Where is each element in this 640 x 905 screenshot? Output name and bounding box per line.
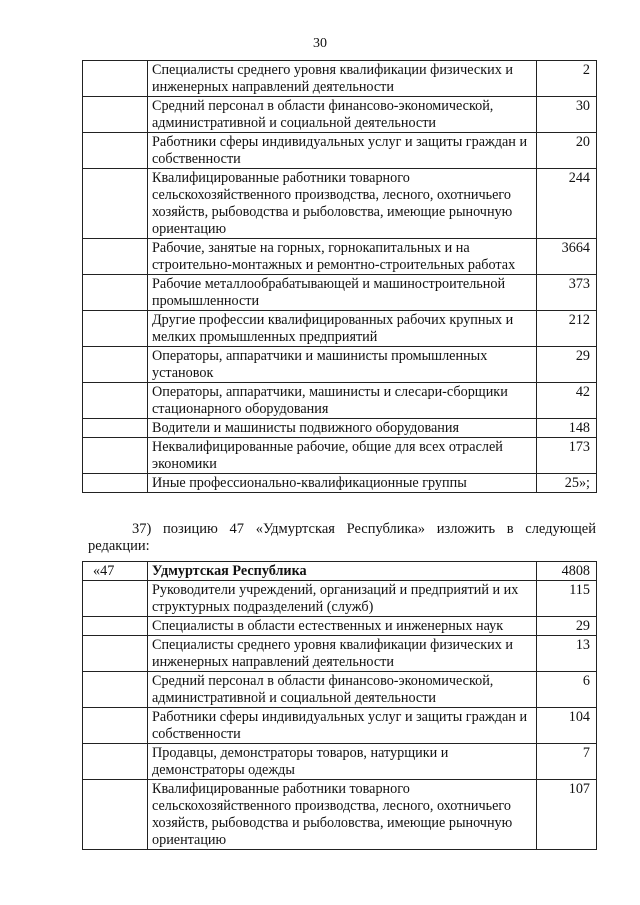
count-cell: 13 (537, 636, 597, 672)
code-cell (83, 581, 148, 617)
count-cell: 173 (537, 438, 597, 474)
table-row (83, 239, 597, 275)
occupation-cell: Квалифицированные работники товарного сельскохозяйственного производства, лесного, охотничьего хозяйств, рыбоводства и рыболовства, имеющие рыночную ориентацию (148, 169, 537, 239)
table-row (83, 474, 597, 493)
table-row (83, 347, 597, 383)
occupation-cell: Операторы, аппаратчики и машинисты промышленных установок (148, 347, 537, 383)
table-row (83, 672, 597, 708)
table-row (83, 169, 597, 239)
table-row (83, 61, 597, 97)
code-cell (83, 275, 148, 311)
occupation-cell: Неквалифицированные рабочие, общие для всех отраслей экономики (148, 438, 537, 474)
code-cell (83, 311, 148, 347)
occupation-cell: Руководители учреждений, организаций и предприятий и их структурных подразделений (служб) (148, 581, 537, 617)
code-cell (83, 97, 148, 133)
count-cell: 148 (537, 419, 597, 438)
occupation-cell: Продавцы, демонстраторы товаров, натурщики и демонстраторы одежды (148, 744, 537, 780)
occupation-cell: Квалифицированные работники товарного сельскохозяйственного производства, лесного, охотничьего хозяйств, рыбоводства и рыболовства, имеющие рыночную ориентацию (148, 780, 537, 850)
table-row (83, 636, 597, 672)
occupation-cell: Водители и машинисты подвижного оборудования (148, 419, 537, 438)
table-body (83, 581, 597, 850)
region-header-row (83, 562, 597, 581)
code-cell (83, 708, 148, 744)
occupation-cell: Работники сферы индивидуальных услуг и защиты граждан и собственности (148, 708, 537, 744)
count-cell: 30 (537, 97, 597, 133)
code-cell (83, 347, 148, 383)
region-name-cell: Удмуртская Республика (148, 562, 537, 581)
occupation-cell: Рабочие металлообрабатывающей и машиностроительной промышленности (148, 275, 537, 311)
occupation-cell: Специалисты среднего уровня квалификации физических и инженерных направлений деятельности (148, 61, 537, 97)
code-cell (83, 419, 148, 438)
occupation-cell: Специалисты в области естественных и инженерных наук (148, 617, 537, 636)
table-row (83, 133, 597, 169)
table-row (83, 744, 597, 780)
code-cell (83, 474, 148, 493)
instruction-text: 37) позицию 47 «Удмуртская Республика» изложить в следующей редакции: (88, 521, 596, 554)
table-row (83, 581, 597, 617)
occupation-cell: Рабочие, занятые на горных, горнокапитальных и на строительно-монтажных и ремонтно-строительных работах (148, 239, 537, 275)
count-cell: 25»; (537, 474, 597, 493)
table-body (83, 61, 597, 493)
region-total-cell: 4808 (537, 562, 597, 581)
code-cell (83, 169, 148, 239)
table-row (83, 383, 597, 419)
count-cell: 115 (537, 581, 597, 617)
occupation-cell: Работники сферы индивидуальных услуг и защиты граждан и собственности (148, 133, 537, 169)
occupation-cell: Специалисты среднего уровня квалификации физических и инженерных направлений деятельности (148, 636, 537, 672)
count-cell: 244 (537, 169, 597, 239)
table-row (83, 97, 597, 133)
count-cell: 3664 (537, 239, 597, 275)
count-cell: 29 (537, 617, 597, 636)
count-cell: 29 (537, 347, 597, 383)
code-cell (83, 438, 148, 474)
table-row (83, 780, 597, 850)
page-number: 30 (313, 36, 327, 51)
table-row (83, 419, 597, 438)
count-cell: 7 (537, 744, 597, 780)
count-cell: 107 (537, 780, 597, 850)
code-cell (83, 780, 148, 850)
occupation-cell: Операторы, аппаратчики, машинисты и слесари-сборщики стационарного оборудования (148, 383, 537, 419)
code-cell (83, 672, 148, 708)
code-cell (83, 636, 148, 672)
code-cell (83, 383, 148, 419)
table-row (83, 708, 597, 744)
occupation-cell: Другие профессии квалифицированных рабочих крупных и мелких промышленных предприятий (148, 311, 537, 347)
count-cell: 42 (537, 383, 597, 419)
occupation-cell: Средний персонал в области финансово-экономической, административной и социальной деятельности (148, 97, 537, 133)
region-code-cell: «47 (83, 562, 148, 581)
count-cell: 104 (537, 708, 597, 744)
count-cell: 20 (537, 133, 597, 169)
occupation-table-continued (82, 60, 597, 493)
count-cell: 212 (537, 311, 597, 347)
code-cell (83, 239, 148, 275)
table-row (83, 311, 597, 347)
table-row (83, 438, 597, 474)
code-cell (83, 133, 148, 169)
amendment-instruction (88, 521, 596, 555)
table-row (83, 275, 597, 311)
udmurt-republic-table (82, 561, 597, 850)
count-cell: 373 (537, 275, 597, 311)
occupation-cell: Иные профессионально-квалификационные группы (148, 474, 537, 493)
code-cell (83, 617, 148, 636)
table-body (83, 562, 597, 581)
table-row (83, 617, 597, 636)
code-cell (83, 61, 148, 97)
count-cell: 2 (537, 61, 597, 97)
count-cell: 6 (537, 672, 597, 708)
occupation-cell: Средний персонал в области финансово-экономической, административной и социальной деятельности (148, 672, 537, 708)
code-cell (83, 744, 148, 780)
